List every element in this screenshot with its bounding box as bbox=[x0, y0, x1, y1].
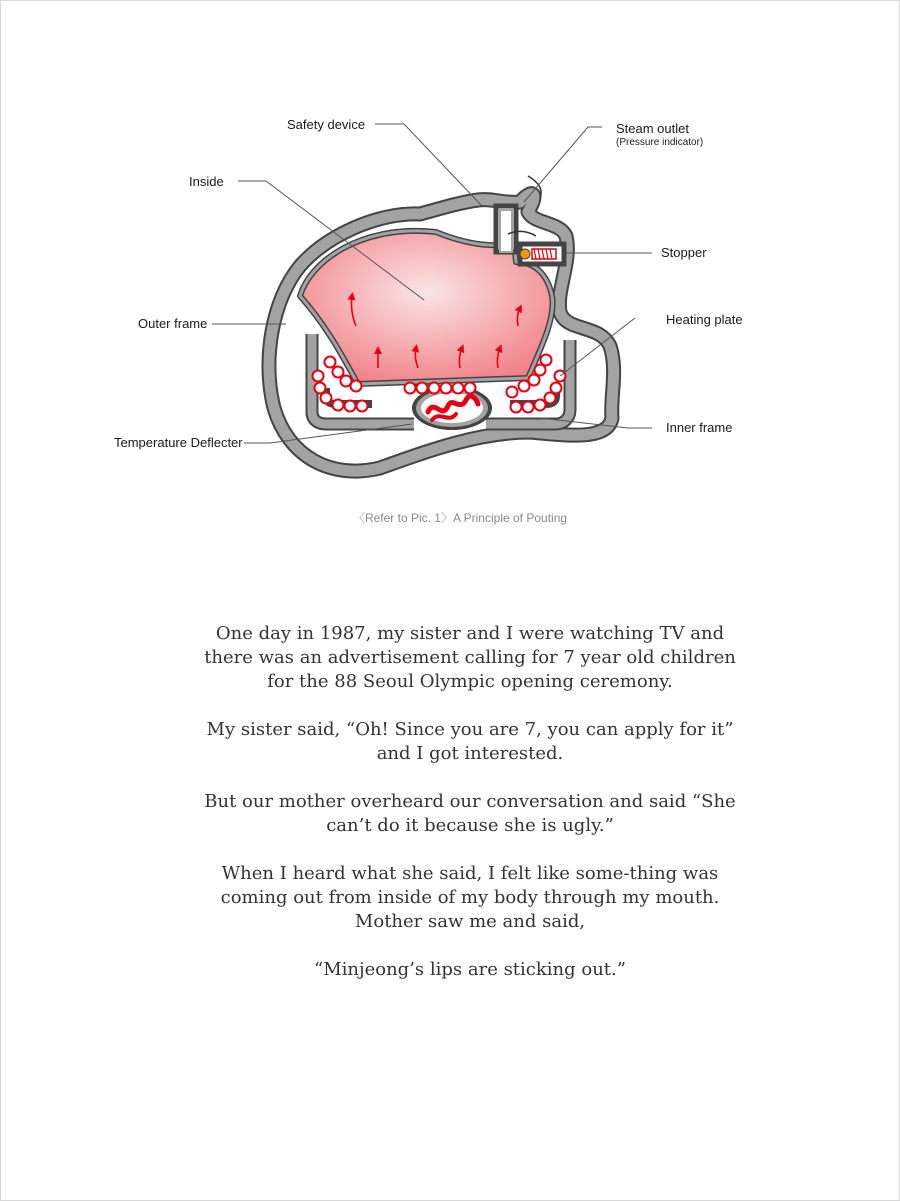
label-inside: Inside bbox=[189, 174, 224, 189]
story-paragraph-3: But our mother overheard our conversation and said “She can’t do it because she is ugly.” bbox=[204, 791, 736, 836]
label-inner-frame: Inner frame bbox=[666, 420, 733, 435]
label-temperature-deflecter: Temperature Deflecter bbox=[114, 435, 243, 450]
label-heating-plate: Heating plate bbox=[666, 312, 743, 327]
label-outer-frame: Outer frame bbox=[138, 316, 208, 331]
stopper-ball bbox=[520, 249, 530, 259]
diagram-caption: 〈Refer to Pic. 1〉A Principle of Pouting bbox=[352, 511, 568, 525]
pouting-diagram bbox=[0, 0, 900, 560]
story-paragraph-2: My sister said, “Oh! Since you are 7, you can apply for it” and I got interested. bbox=[206, 719, 734, 764]
story-text bbox=[200, 622, 740, 1006]
story-paragraph-4: When I heard what she said, I felt like some-thing was coming out from inside of my body through my mouth. Mother saw me and said, bbox=[220, 863, 720, 932]
label-safety-device: Safety device bbox=[287, 117, 366, 132]
label-pressure-indicator: (Pressure indicator) bbox=[616, 137, 704, 148]
label-stopper: Stopper bbox=[661, 245, 707, 260]
story-paragraph-5: “Minjeong’s lips are sticking out.” bbox=[314, 959, 626, 980]
label-steam-outlet: Steam outlet bbox=[616, 121, 689, 136]
stopper-shape bbox=[520, 244, 564, 264]
story-paragraph-1: One day in 1987, my sister and I were watching TV and there was an advertisement calling for 7 year old children for the 88 Seoul Olympic opening ceremony. bbox=[204, 623, 736, 692]
